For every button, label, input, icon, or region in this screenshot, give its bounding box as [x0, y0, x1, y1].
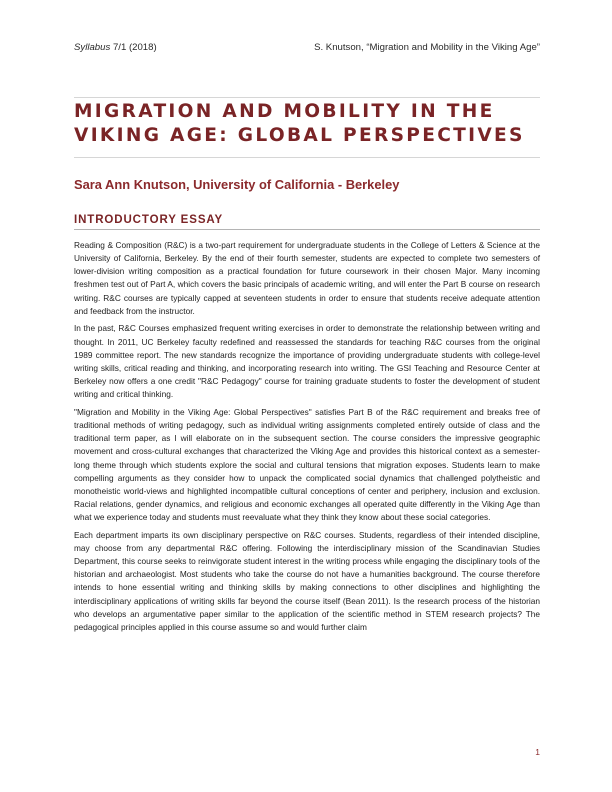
- journal-issue: 7/1 (2018): [112, 42, 157, 53]
- article-title: MIGRATION AND MOBILITY IN THE VIKING AGE: GLOBAL PERSPECTIVES: [74, 101, 525, 146]
- title-rule-top: [74, 97, 540, 98]
- running-title: S. Knutson, “Migration and Mobility in the Viking Age”: [314, 42, 540, 53]
- body-text: [74, 239, 540, 634]
- paragraph: Each department imparts its own disciplinary perspective on R&C courses. Students, regardless of their intended discipline, may choose from any departmental R&C offering. Following the interdisciplinary mission of the Scandinavian Studies Department, this course seeks to reinvigorate student interest in the writing process while engaging the disciplinary tools of the historian and archaeologist. Most students who take the course do not have a humanities background. The course therefore intends to hone essential writing and thinking skills by making connections to other disciplines and highlighting the interdisciplinary applications of writing skills far beyond the course itself (Bean 2011). Is the research process of the historian who develops an argumentative paper similar to the application of the scientific method in STEM research projects? The pedagogical principles applied in this course assume so and would further claim: [74, 529, 540, 632]
- running-header: [74, 41, 540, 55]
- title-rule-bottom: [74, 157, 540, 158]
- journal-name: Syllabus: [74, 42, 111, 53]
- paragraph: Reading & Composition (R&C) is a two-part requirement for undergraduate students in the College of Letters & Science at the University of California, Berkeley. By the end of their fourth semester, students are expected to complete two semesters of lower-division writing composition as a practical foundation for future coursework in their chosen Major. Many incoming freshmen test out of Part A, which covers the basic principals of academic writing, and will enter the Part B course on research writing. R&C courses are typically capped at seventeen students in order to ensure that students receive adequate attention and feedback from the instructor.: [74, 240, 540, 316]
- paragraph: "Migration and Mobility in the Viking Age: Global Perspectives" satisfies Part B of the R&C requirement and breaks free of traditional methods of writing pedagogy, such as individual writing assignments completed entirely outside of class and the traditional term paper, as I will elaborate on in the subsequent section. The course considers the impressive geographic movement and cross-cultural exchanges that characterized the Viking Age and provides this historical context as a semester-long theme through which students explore the social and cultural tensions that migration exposes. Students learn to make compelling arguments as they consider how to unpack the complicated social dynamics that challenged polytheistic and monotheistic world-views and highlighted incompatible cultural conceptions of center and periphery, inclusion and exclusion. Racial relations, gender dynamics, and religious and economic exchanges all operated quite differently in the Viking Age than what we experience today and students must reevaluate what they think they know about these social categories.: [74, 406, 540, 523]
- section-heading: INTRODUCTORY ESSAY: [74, 214, 224, 226]
- author-affiliation: Sara Ann Knutson, University of California - Berkeley: [74, 177, 400, 192]
- paragraph: In the past, R&C Courses emphasized frequent writing exercises in order to demonstrate the relationship between writing and thought. In 2011, UC Berkeley faculty redefined and reassessed the standards for teaching R&C courses from the original 1989 committee report. The new standards recognize the importance of providing undergraduate students with college-level writing skills, critical reading and thinking, and incorporating research into writing. The GSI Teaching and Resource Center at Berkeley now offers a one credit "R&C Pedagogy" course for training graduate students to foster the development of student writing and critical thinking.: [74, 323, 540, 400]
- journal-citation: [74, 41, 157, 55]
- page-number: 1: [535, 747, 540, 757]
- section-rule: [74, 229, 540, 230]
